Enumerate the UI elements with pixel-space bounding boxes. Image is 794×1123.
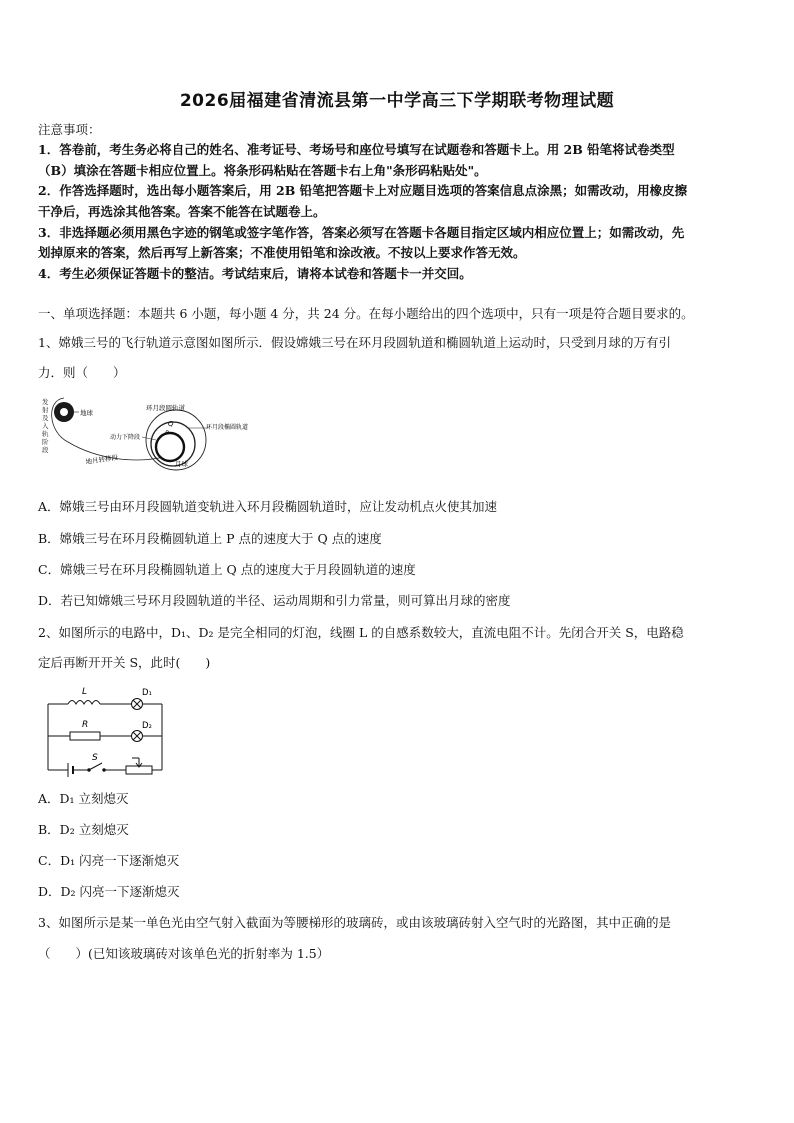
question-1-stem: 力．则（ ） <box>38 365 126 380</box>
transfer-label: 地月转移段 <box>85 453 119 466</box>
moon <box>156 433 184 461</box>
question-3-stem: 3、如图所示是某一单色光由空气射入截面为等腰梯形的玻璃砖，或由该玻璃砖射入空气时的光路图，其中正确的是 <box>38 915 671 930</box>
notice-heading: 注意事项： <box>38 122 101 137</box>
switch-s <box>89 763 102 770</box>
page-title: 2026届福建省清流县第一中学高三下学期联考物理试题 <box>179 91 615 111</box>
notice-line: 划掉原来的答案，然后再写上新答案；不准使用铅笔和涂改液。不按以上要求作答无效。 <box>38 245 526 260</box>
notice-line: 2．作答选择题时，选出每小题答案后，用 2B 铅笔把答题卡上对应题目选项的答案信息点涂黑；如需改动，用橡皮擦 <box>38 183 688 198</box>
side-label-char: 及 <box>42 414 49 422</box>
notice-line: （B）填涂在答题卡相应位置上。将条形码粘贴在答题卡右上角"条形码粘贴处"。 <box>38 163 487 178</box>
ellipse-orbit-label: 环月段椭圆轨道 <box>206 424 249 431</box>
label-s: S <box>92 753 98 763</box>
notice-line: 4．考生必须保证答题卡的整洁。考试结束后，请将本试卷和答题卡一并交回。 <box>38 266 472 281</box>
notice-line: 1．答卷前，考生务必将自己的姓名、准考证号、考场号和座位号填写在试题卷和答题卡上。用 2B 铅笔将试卷类型 <box>38 142 675 157</box>
question-1-option-c: C．嫦娥三号在环月段椭圆轨道上 Q 点的速度大于月段圆轨道的速度 <box>38 562 416 577</box>
question-2-option-c: C．D₁ 闪亮一下逐渐熄灭 <box>38 853 180 868</box>
point-p-label: P <box>165 430 169 437</box>
side-label-char: 轨 <box>42 430 49 438</box>
question-2-stem: 2、如图所示的电路中，D₁、D₂ 是完全相同的灯泡，线圈 L 的自感系数较大，直流电阻不计。先闭合开关 S，电路稳 <box>38 625 684 640</box>
side-label-char: 发 <box>42 398 49 406</box>
circuit-diagram <box>40 682 175 778</box>
question-1-stem: 1、嫦娥三号的飞行轨道示意图如图所示．假设嫦娥三号在环月段圆轨道和椭圆轨道上运动时，只受到月球的万有引 <box>38 335 671 350</box>
notice-line: 干净后，再选涂其他答案。答案不能答在试题卷上。 <box>38 204 326 219</box>
earth-label: 地球 <box>80 409 93 417</box>
question-2-stem: 定后再断开开关 S，此时( ) <box>38 655 211 670</box>
notice-line: 3．非选择题必须用黑色字迹的钢笔或签字笔作答，答案必须写在答题卡各题目指定区域内相应位置上；如需改动，先 <box>38 225 685 240</box>
question-1-option-a: A．嫦娥三号由环月段圆轨道变轨进入环月段椭圆轨道时，应让发动机点火使其加速 <box>38 499 498 514</box>
label-r: R <box>82 720 89 730</box>
question-2-option-a: A．D₁ 立刻熄灭 <box>38 791 129 806</box>
side-label-char: 入 <box>42 422 49 430</box>
inductor-coil <box>68 701 100 705</box>
label-d1: D₁ <box>142 688 152 698</box>
label-d2: D₂ <box>142 721 152 731</box>
resistor-r <box>70 732 100 740</box>
moon-label: 月球 <box>175 460 188 468</box>
question-1-option-d: D．若已知嫦娥三号环月段圆轨道的半径、运动周期和引力常量，则可算出月球的密度 <box>38 593 511 608</box>
question-2-option-b: B．D₂ 立刻熄灭 <box>38 822 129 837</box>
earth-core <box>60 408 68 416</box>
question-1-option-b: B．嫦娥三号在环月段椭圆轨道上 P 点的速度大于 Q 点的速度 <box>38 531 382 546</box>
orbit-diagram <box>38 392 268 482</box>
label-l: L <box>82 687 88 697</box>
side-label-char: 段 <box>42 446 49 454</box>
section-heading: 一、单项选择题：本题共 6 小题，每小题 4 分，共 24 分。在每小题给出的四个选项中，只有一项是符合题目要求的。 <box>38 306 694 321</box>
descent-label: 动力下降段 <box>110 434 141 441</box>
side-label-char: 射 <box>42 406 49 414</box>
side-label-char: 阶 <box>42 438 49 446</box>
circle-orbit-label: 环月段圆轨道 <box>146 404 185 412</box>
question-3-stem: （ ）(已知该玻璃砖对该单色光的折射率为 1.5） <box>38 946 330 961</box>
question-2-option-d: D．D₂ 闪亮一下逐渐熄灭 <box>38 884 180 899</box>
point-q-label: Q <box>168 420 174 428</box>
